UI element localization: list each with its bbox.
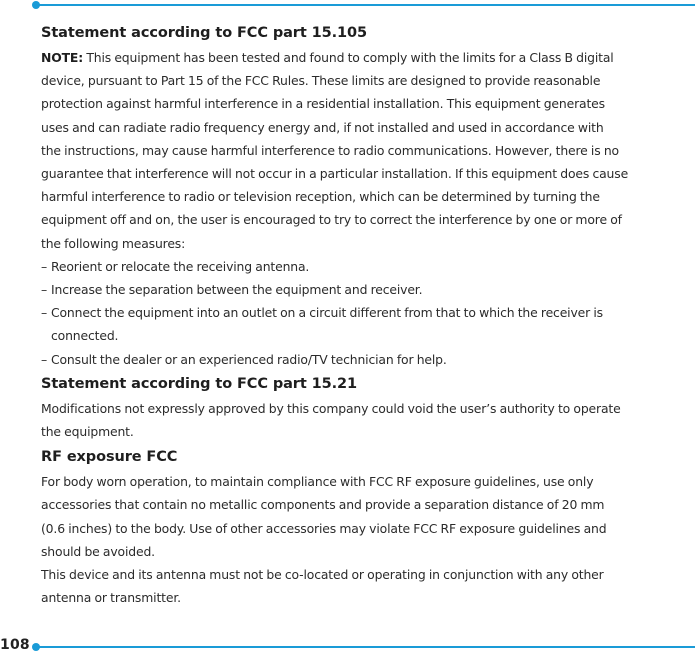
bottom-rule-dot: [32, 643, 40, 651]
list-item: – Reorient or relocate the receiving antenna.: [41, 255, 641, 278]
list-item: – Consult the dealer or an experienced radio/TV technician for help.: [41, 348, 641, 371]
note-paragraph: [41, 46, 641, 255]
note-line: protection against harmful interference in a residential installation. This equipment generates: [41, 96, 605, 112]
list-item: – Connect the equipment into an outlet on a circuit different from that to which the receiver is connected.: [41, 301, 641, 347]
measures-list: [41, 255, 641, 371]
note-label: NOTE:: [41, 50, 84, 65]
dash-bullet: –: [41, 305, 48, 321]
page-content: [41, 22, 641, 609]
note-line: equipment off and on, the user is encouraged to try to correct the interference by one or more of: [41, 212, 622, 228]
modifications-paragraph: Modifications not expressly approved by this company could void the user’s authority to operate the equipment.: [41, 400, 621, 440]
note-line: the following measures:: [41, 235, 186, 251]
dash-bullet: –: [41, 282, 48, 298]
dash-bullet: –: [41, 258, 48, 274]
rf-exposure-paragraph: For body worn operation, to maintain compliance with FCC RF exposure guidelines, use only accessories that contain no metallic components and provide a separation distance of 20 mm (0.6 inches) to the body. Use of other accessories may violate FCC RF exposure guidelines and should be avoided. This device and its antenna must not be co-located or operating in conjunction with any other antenna or transmitter.: [41, 474, 607, 606]
top-rule: [36, 4, 695, 6]
section-heading-fcc-15-21: Statement according to FCC part 15.21: [41, 375, 357, 392]
list-item: – Increase the separation between the equipment and receiver.: [41, 278, 641, 301]
note-line: guarantee that interference will not occur in a particular installation. If this equipment does cause: [41, 166, 629, 182]
note-line: harmful interference to radio or television reception, which can be determined by turning the: [41, 189, 600, 205]
section-heading-fcc-15-105: Statement according to FCC part 15.105: [41, 25, 367, 41]
page-number: 108: [0, 637, 30, 653]
section-heading-rf-exposure: RF exposure FCC: [41, 449, 178, 466]
note-line: device, pursuant to Part 15 of the FCC Rules. These limits are designed to provide reasonable: [41, 73, 601, 89]
note-line: NOTE: This equipment has been tested and found to comply with the limits for a Class B digital: [41, 50, 614, 65]
dash-bullet: –: [41, 351, 48, 367]
top-rule-dot: [32, 1, 40, 9]
note-line: the instructions, may cause harmful interference to radio communications. However, there is no: [41, 142, 619, 158]
note-line: uses and can radiate radio frequency energy and, if not installed and used in accordance with: [41, 119, 604, 135]
bottom-rule: [36, 646, 695, 648]
